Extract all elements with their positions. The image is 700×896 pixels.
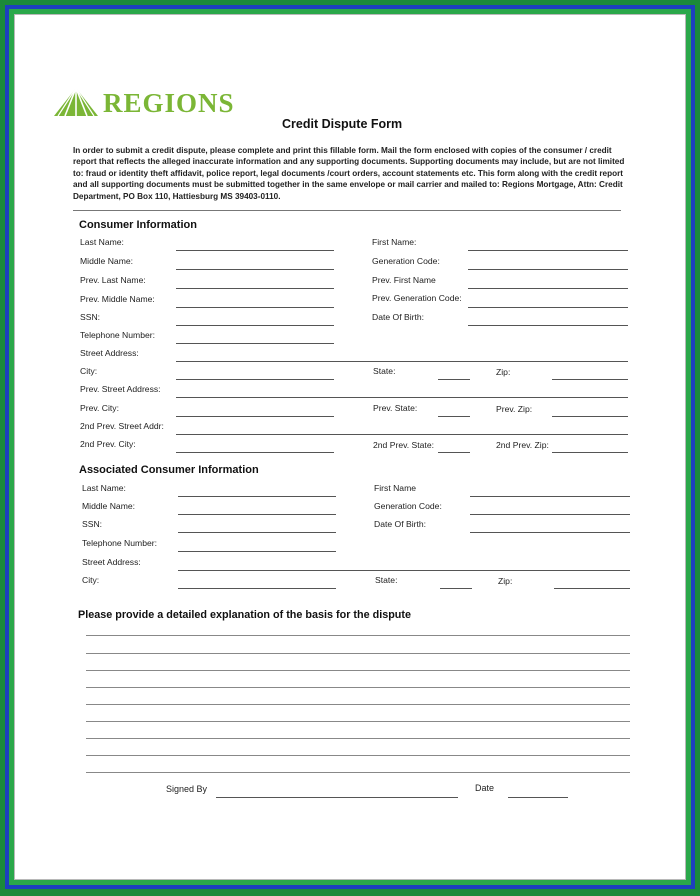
second-prev-city-field[interactable] bbox=[176, 452, 334, 453]
label-prev-street-address: Prev. Street Address: bbox=[80, 384, 161, 394]
assoc-generation-code-field[interactable] bbox=[470, 514, 630, 515]
prev-middle-name-field[interactable] bbox=[176, 307, 334, 308]
consumer-section-title: Consumer Information bbox=[79, 219, 197, 231]
label-assoc-street-address: Street Address: bbox=[82, 557, 141, 567]
second-prev-zip-field[interactable] bbox=[552, 452, 628, 453]
label-date-of-birth: Date Of Birth: bbox=[372, 312, 425, 322]
label-city: City: bbox=[80, 366, 98, 376]
prev-state-field[interactable] bbox=[438, 416, 470, 417]
label-assoc-last-name: Last Name: bbox=[82, 483, 126, 493]
prev-generation-code-field[interactable] bbox=[468, 307, 628, 308]
label-prev-zip: Prev. Zip: bbox=[496, 404, 533, 414]
date-of-birth-field[interactable] bbox=[468, 325, 628, 326]
explanation-line[interactable] bbox=[86, 670, 630, 671]
label-middle-name: Middle Name: bbox=[80, 256, 134, 266]
label-prev-first-name: Prev. First Name bbox=[372, 275, 436, 285]
explanation-line[interactable] bbox=[86, 635, 630, 636]
explanation-line[interactable] bbox=[86, 704, 630, 705]
form-title: Credit Dispute Form bbox=[282, 117, 403, 131]
label-signed-by: Signed By bbox=[166, 784, 208, 794]
label-date: Date bbox=[475, 783, 495, 793]
assoc-date-of-birth-field[interactable] bbox=[470, 532, 630, 533]
state-field[interactable] bbox=[438, 379, 470, 380]
label-second-prev-zip: 2nd Prev. Zip: bbox=[496, 440, 549, 450]
generation-code-field[interactable] bbox=[468, 269, 628, 270]
label-assoc-date-of-birth: Date Of Birth: bbox=[374, 519, 427, 529]
date-field[interactable] bbox=[508, 797, 568, 798]
label-prev-city: Prev. City: bbox=[80, 403, 119, 413]
form-instructions: In order to submit a credit dispute, please complete and print this fillable form. Mail the form enclosed with copies of the consumer / credit report that reflects the alleged inaccurate information and any supporting documents. Supporting documents may include, but are not limited to: fraud or identity theft affidavit, police report, legal documents /court orders, account statements etc. This form along with the credit report and all supporting documents must be submitted together in the same envelope or mail carrier and mailed to: Regions Mortgage, Attn: Credit Department, PO Box 110, Hattiesburg MS 39403-0110. bbox=[73, 146, 625, 201]
label-second-prev-state: 2nd Prev. State: bbox=[373, 440, 434, 450]
label-last-name: Last Name: bbox=[80, 237, 124, 247]
regions-triangle-logo-icon bbox=[52, 87, 100, 117]
label-second-prev-city: 2nd Prev. City: bbox=[80, 439, 136, 449]
label-prev-state: Prev. State: bbox=[373, 403, 418, 413]
first-name-field[interactable] bbox=[468, 250, 628, 251]
label-assoc-middle-name: Middle Name: bbox=[82, 501, 136, 511]
prev-first-name-field[interactable] bbox=[468, 288, 628, 289]
label-prev-last-name: Prev. Last Name: bbox=[80, 275, 146, 285]
label-assoc-ssn: SSN: bbox=[82, 519, 103, 529]
label-assoc-first-name: First Name bbox=[374, 483, 417, 493]
label-assoc-telephone: Telephone Number: bbox=[82, 538, 158, 548]
explanation-line[interactable] bbox=[86, 772, 630, 773]
explanation-line[interactable] bbox=[86, 687, 630, 688]
last-name-field[interactable] bbox=[176, 250, 334, 251]
brand-name: REGIONS bbox=[103, 88, 235, 118]
label-second-prev-street: 2nd Prev. Street Addr: bbox=[80, 421, 164, 431]
assoc-state-field[interactable] bbox=[440, 588, 472, 589]
assoc-ssn-field[interactable] bbox=[178, 532, 336, 533]
associated-section-title: Associated Consumer Information bbox=[79, 464, 259, 476]
middle-name-field[interactable] bbox=[176, 269, 334, 270]
explanation-title: Please provide a detailed explanation of the basis for the dispute bbox=[78, 609, 411, 621]
explanation-line[interactable] bbox=[86, 721, 630, 722]
assoc-city-field[interactable] bbox=[178, 588, 336, 589]
label-assoc-zip: Zip: bbox=[498, 576, 513, 586]
label-generation-code: Generation Code: bbox=[372, 256, 440, 266]
label-zip: Zip: bbox=[496, 367, 511, 377]
second-prev-street-field[interactable] bbox=[176, 434, 628, 435]
label-state: State: bbox=[373, 366, 396, 376]
prev-street-address-field[interactable] bbox=[176, 397, 628, 398]
zip-field[interactable] bbox=[552, 379, 628, 380]
prev-city-field[interactable] bbox=[176, 416, 334, 417]
street-address-field[interactable] bbox=[176, 361, 628, 362]
explanation-line[interactable] bbox=[86, 738, 630, 739]
label-assoc-generation-code: Generation Code: bbox=[374, 501, 442, 511]
label-assoc-state: State: bbox=[375, 575, 398, 585]
assoc-middle-name-field[interactable] bbox=[178, 514, 336, 515]
assoc-street-address-field[interactable] bbox=[178, 570, 630, 571]
label-prev-generation-code: Prev. Generation Code: bbox=[372, 293, 462, 303]
label-telephone: Telephone Number: bbox=[80, 330, 156, 340]
city-field[interactable] bbox=[176, 379, 334, 380]
label-assoc-city: City: bbox=[82, 575, 100, 585]
prev-zip-field[interactable] bbox=[552, 416, 628, 417]
signature-field[interactable] bbox=[216, 797, 458, 798]
explanation-line[interactable] bbox=[86, 653, 630, 654]
assoc-telephone-field[interactable] bbox=[178, 551, 336, 552]
assoc-last-name-field[interactable] bbox=[178, 496, 336, 497]
label-ssn: SSN: bbox=[80, 312, 101, 322]
label-first-name: First Name: bbox=[372, 237, 417, 247]
prev-last-name-field[interactable] bbox=[176, 288, 334, 289]
second-prev-state-field[interactable] bbox=[438, 452, 470, 453]
assoc-first-name-field[interactable] bbox=[470, 496, 630, 497]
ssn-field[interactable] bbox=[176, 325, 334, 326]
explanation-line[interactable] bbox=[86, 755, 630, 756]
telephone-field[interactable] bbox=[176, 343, 334, 344]
divider bbox=[73, 210, 621, 211]
label-street-address: Street Address: bbox=[80, 348, 139, 358]
label-prev-middle-name: Prev. Middle Name: bbox=[80, 294, 155, 304]
assoc-zip-field[interactable] bbox=[554, 588, 630, 589]
